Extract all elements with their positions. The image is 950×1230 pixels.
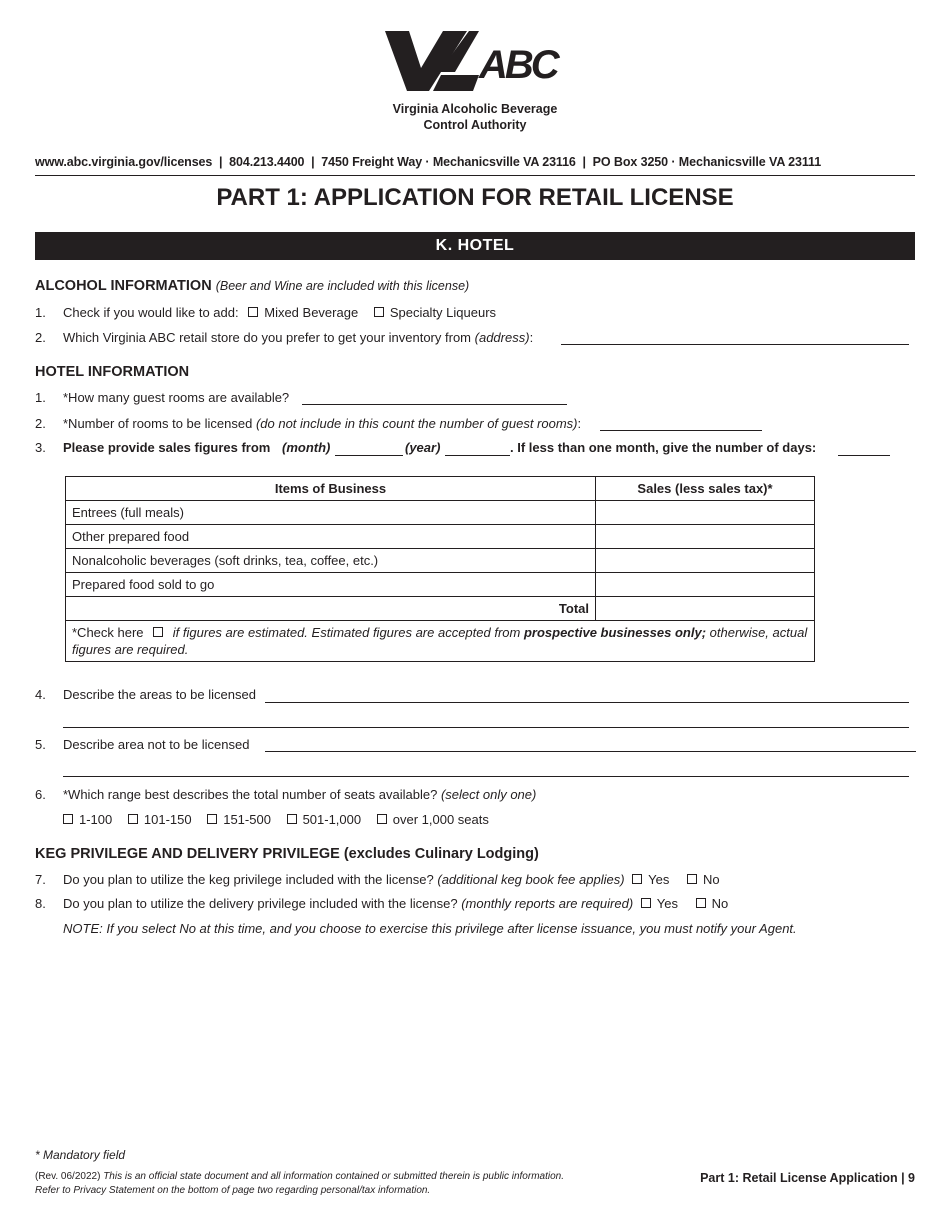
hotel-q1-number: 1. xyxy=(35,390,46,405)
seat-range-options xyxy=(63,812,489,827)
estimate-note xyxy=(66,621,815,662)
delivery-yes-label: Yes xyxy=(656,896,678,911)
hotel-q2-colon: : xyxy=(577,416,582,431)
items-column-header: Items of Business xyxy=(66,477,596,501)
contact-info: www.abc.virginia.gov/licenses | 804.213.4400 | 7450 Freight Way · Mechanicsville VA 23116 | PO Box 3250 · Mechanicsville VA 23111 xyxy=(35,155,822,169)
guest-rooms-field[interactable] xyxy=(302,404,567,405)
hotel-q4-text: Describe the areas to be licensed xyxy=(63,687,256,702)
mixed-beverage-checkbox[interactable] xyxy=(248,307,258,317)
keg-heading: KEG PRIVILEGE AND DELIVERY PRIVILEGE (excludes Culinary Lodging) xyxy=(35,846,539,862)
alcohol-q1-number: 1. xyxy=(35,305,46,320)
areas-not-licensed-field[interactable] xyxy=(265,751,916,752)
header-divider xyxy=(35,175,915,176)
mixed-beverage-label: Mixed Beverage xyxy=(264,305,359,320)
agency-name-line1: Virginia Alcoholic Beverage xyxy=(392,102,558,116)
hotel-q3-month-label: (month) xyxy=(282,440,331,455)
hotel-q4-number: 4. xyxy=(35,687,46,702)
hotel-q3-text-a: Please provide sales figures from xyxy=(63,440,271,455)
hotel-q2-text: *Number of rooms to be licensed xyxy=(63,416,253,431)
hotel-q3-number: 3. xyxy=(35,440,46,455)
item-label: Prepared food sold to go xyxy=(66,573,596,597)
revision-date: (Rev. 06/2022) xyxy=(35,1171,101,1182)
hotel-q6 xyxy=(63,787,536,802)
hotel-q2-note: (do not include in this count the number of guest rooms) xyxy=(255,416,578,431)
alcohol-heading-note: (Beer and Wine are included with this license) xyxy=(215,279,470,293)
hotel-q5-number: 5. xyxy=(35,737,46,752)
table-row xyxy=(66,525,815,549)
keg-q7-text: Do you plan to utilize the keg privilege included with the license? xyxy=(63,872,434,887)
hotel-q6-text: *Which range best describes the total number of seats available? xyxy=(63,787,438,802)
keg-q8-number: 8. xyxy=(35,896,46,911)
keg-yes-label: Yes xyxy=(648,872,670,887)
estimate-note-b: if figures are estimated. Estimated figures are accepted from xyxy=(172,625,521,640)
table-total-row xyxy=(66,597,815,621)
keg-yes-checkbox[interactable] xyxy=(632,874,642,884)
alcohol-q2-colon: : xyxy=(529,330,534,345)
hotel-q5-text: Describe area not to be licensed xyxy=(63,737,250,752)
areas-licensed-field-line2[interactable] xyxy=(63,727,909,728)
hotel-q2 xyxy=(63,416,581,431)
svg-text:ABC: ABC xyxy=(479,43,557,87)
keg-no-label: No xyxy=(703,872,720,887)
alcohol-heading-text: ALCOHOL INFORMATION xyxy=(35,278,212,294)
estimated-figures-checkbox[interactable] xyxy=(153,627,163,637)
estimate-note-bold: prospective businesses only; xyxy=(523,625,707,640)
sales-entrees-cell[interactable] xyxy=(596,501,815,525)
seats-501-1000-checkbox[interactable] xyxy=(287,814,297,824)
sales-other-food-cell[interactable] xyxy=(596,525,815,549)
keg-q7-note: (additional keg book fee applies) xyxy=(437,872,625,887)
keg-q8-text: Do you plan to utilize the delivery privilege included with the license? xyxy=(63,896,458,911)
sales-column-header: Sales (less sales tax)* xyxy=(596,477,815,501)
delivery-no-label: No xyxy=(711,896,729,911)
sales-year-field[interactable] xyxy=(445,455,510,456)
alcohol-q2-text: Which Virginia ABC retail store do you prefer to get your inventory from xyxy=(63,330,472,345)
seat-option-label: 501-1,000 xyxy=(302,812,362,827)
sales-table xyxy=(65,476,815,662)
privilege-note: NOTE: If you select No at this time, and you choose to exercise this privilege after license issuance, you must notify your Agent. xyxy=(63,921,797,936)
sales-nonalcoholic-cell[interactable] xyxy=(596,549,815,573)
footer-disclaimer-line1 xyxy=(35,1171,564,1182)
hotel-q3-text-b: . If less than one month, give the number of days: xyxy=(510,440,817,455)
table-row xyxy=(66,549,815,573)
page-title: PART 1: APPLICATION FOR RETAIL LICENSE xyxy=(216,184,734,211)
estimate-note-a: *Check here xyxy=(72,625,144,640)
total-label: Total xyxy=(66,597,596,621)
keg-q7 xyxy=(63,872,720,887)
table-row xyxy=(66,573,815,597)
areas-licensed-field[interactable] xyxy=(265,702,909,703)
seat-option-label: 1-100 xyxy=(79,812,113,827)
seat-option-label: 101-150 xyxy=(143,812,192,827)
estimate-note-c: otherwise, actual figures are required. xyxy=(72,625,808,657)
table-row xyxy=(66,501,815,525)
number-of-days-field[interactable] xyxy=(838,455,890,456)
section-banner: K. HOTEL xyxy=(35,232,915,260)
disclaimer-text-1: This is an official state document and all information contained or submitted therein is public information. xyxy=(103,1171,564,1182)
seats-1-100-checkbox[interactable] xyxy=(63,814,73,824)
seats-101-150-checkbox[interactable] xyxy=(128,814,138,824)
alcohol-q2-note: (address) xyxy=(474,330,530,345)
areas-not-licensed-field-line2[interactable] xyxy=(63,776,909,777)
alcohol-q2 xyxy=(63,330,533,345)
hotel-q6-note: (select only one) xyxy=(440,787,537,802)
store-address-field[interactable] xyxy=(561,344,909,345)
item-label: Nonalcoholic beverages (soft drinks, tea, coffee, etc.) xyxy=(66,549,596,573)
specialty-liqueurs-label: Specialty Liqueurs xyxy=(389,305,497,320)
licensed-rooms-field[interactable] xyxy=(600,430,762,431)
va-abc-logo xyxy=(383,30,567,92)
page-footer-label: Part 1: Retail License Application | 9 xyxy=(700,1171,915,1185)
item-label: Entrees (full meals) xyxy=(66,501,596,525)
disclaimer-text-2: Refer to Privacy Statement on the bottom of page two regarding personal/tax information. xyxy=(35,1185,431,1196)
hotel-q3-year-label: (year) xyxy=(405,440,441,455)
alcohol-q1-text: Check if you would like to add: xyxy=(63,305,239,320)
hotel-q6-number: 6. xyxy=(35,787,46,802)
delivery-yes-checkbox[interactable] xyxy=(641,898,651,908)
sales-total-cell[interactable] xyxy=(596,597,815,621)
keg-q8-note: (monthly reports are required) xyxy=(461,896,634,911)
sales-to-go-cell[interactable] xyxy=(596,573,815,597)
keg-no-checkbox[interactable] xyxy=(687,874,697,884)
hotel-heading: HOTEL INFORMATION xyxy=(35,364,190,380)
item-label: Other prepared food xyxy=(66,525,596,549)
sales-month-field[interactable] xyxy=(335,455,403,456)
specialty-liqueurs-checkbox[interactable] xyxy=(374,307,384,317)
seats-151-500-checkbox[interactable] xyxy=(207,814,217,824)
hotel-q1-text: *How many guest rooms are available? xyxy=(63,390,290,405)
alcohol-q1 xyxy=(63,305,496,320)
seat-option-label: 151-500 xyxy=(223,812,271,827)
seats-over-1000-checkbox[interactable] xyxy=(377,814,387,824)
mandatory-field-note: * Mandatory field xyxy=(35,1148,126,1162)
alcohol-q2-number: 2. xyxy=(35,330,46,345)
table-note-row xyxy=(66,621,815,662)
agency-name-line2: Control Authority xyxy=(423,118,527,132)
seat-option-label: over 1,000 seats xyxy=(392,812,489,827)
delivery-no-checkbox[interactable] xyxy=(696,898,706,908)
hotel-q2-number: 2. xyxy=(35,416,46,431)
alcohol-heading xyxy=(35,278,469,294)
table-header-row xyxy=(66,477,815,501)
keg-q8 xyxy=(63,896,728,911)
keg-q7-number: 7. xyxy=(35,872,46,887)
